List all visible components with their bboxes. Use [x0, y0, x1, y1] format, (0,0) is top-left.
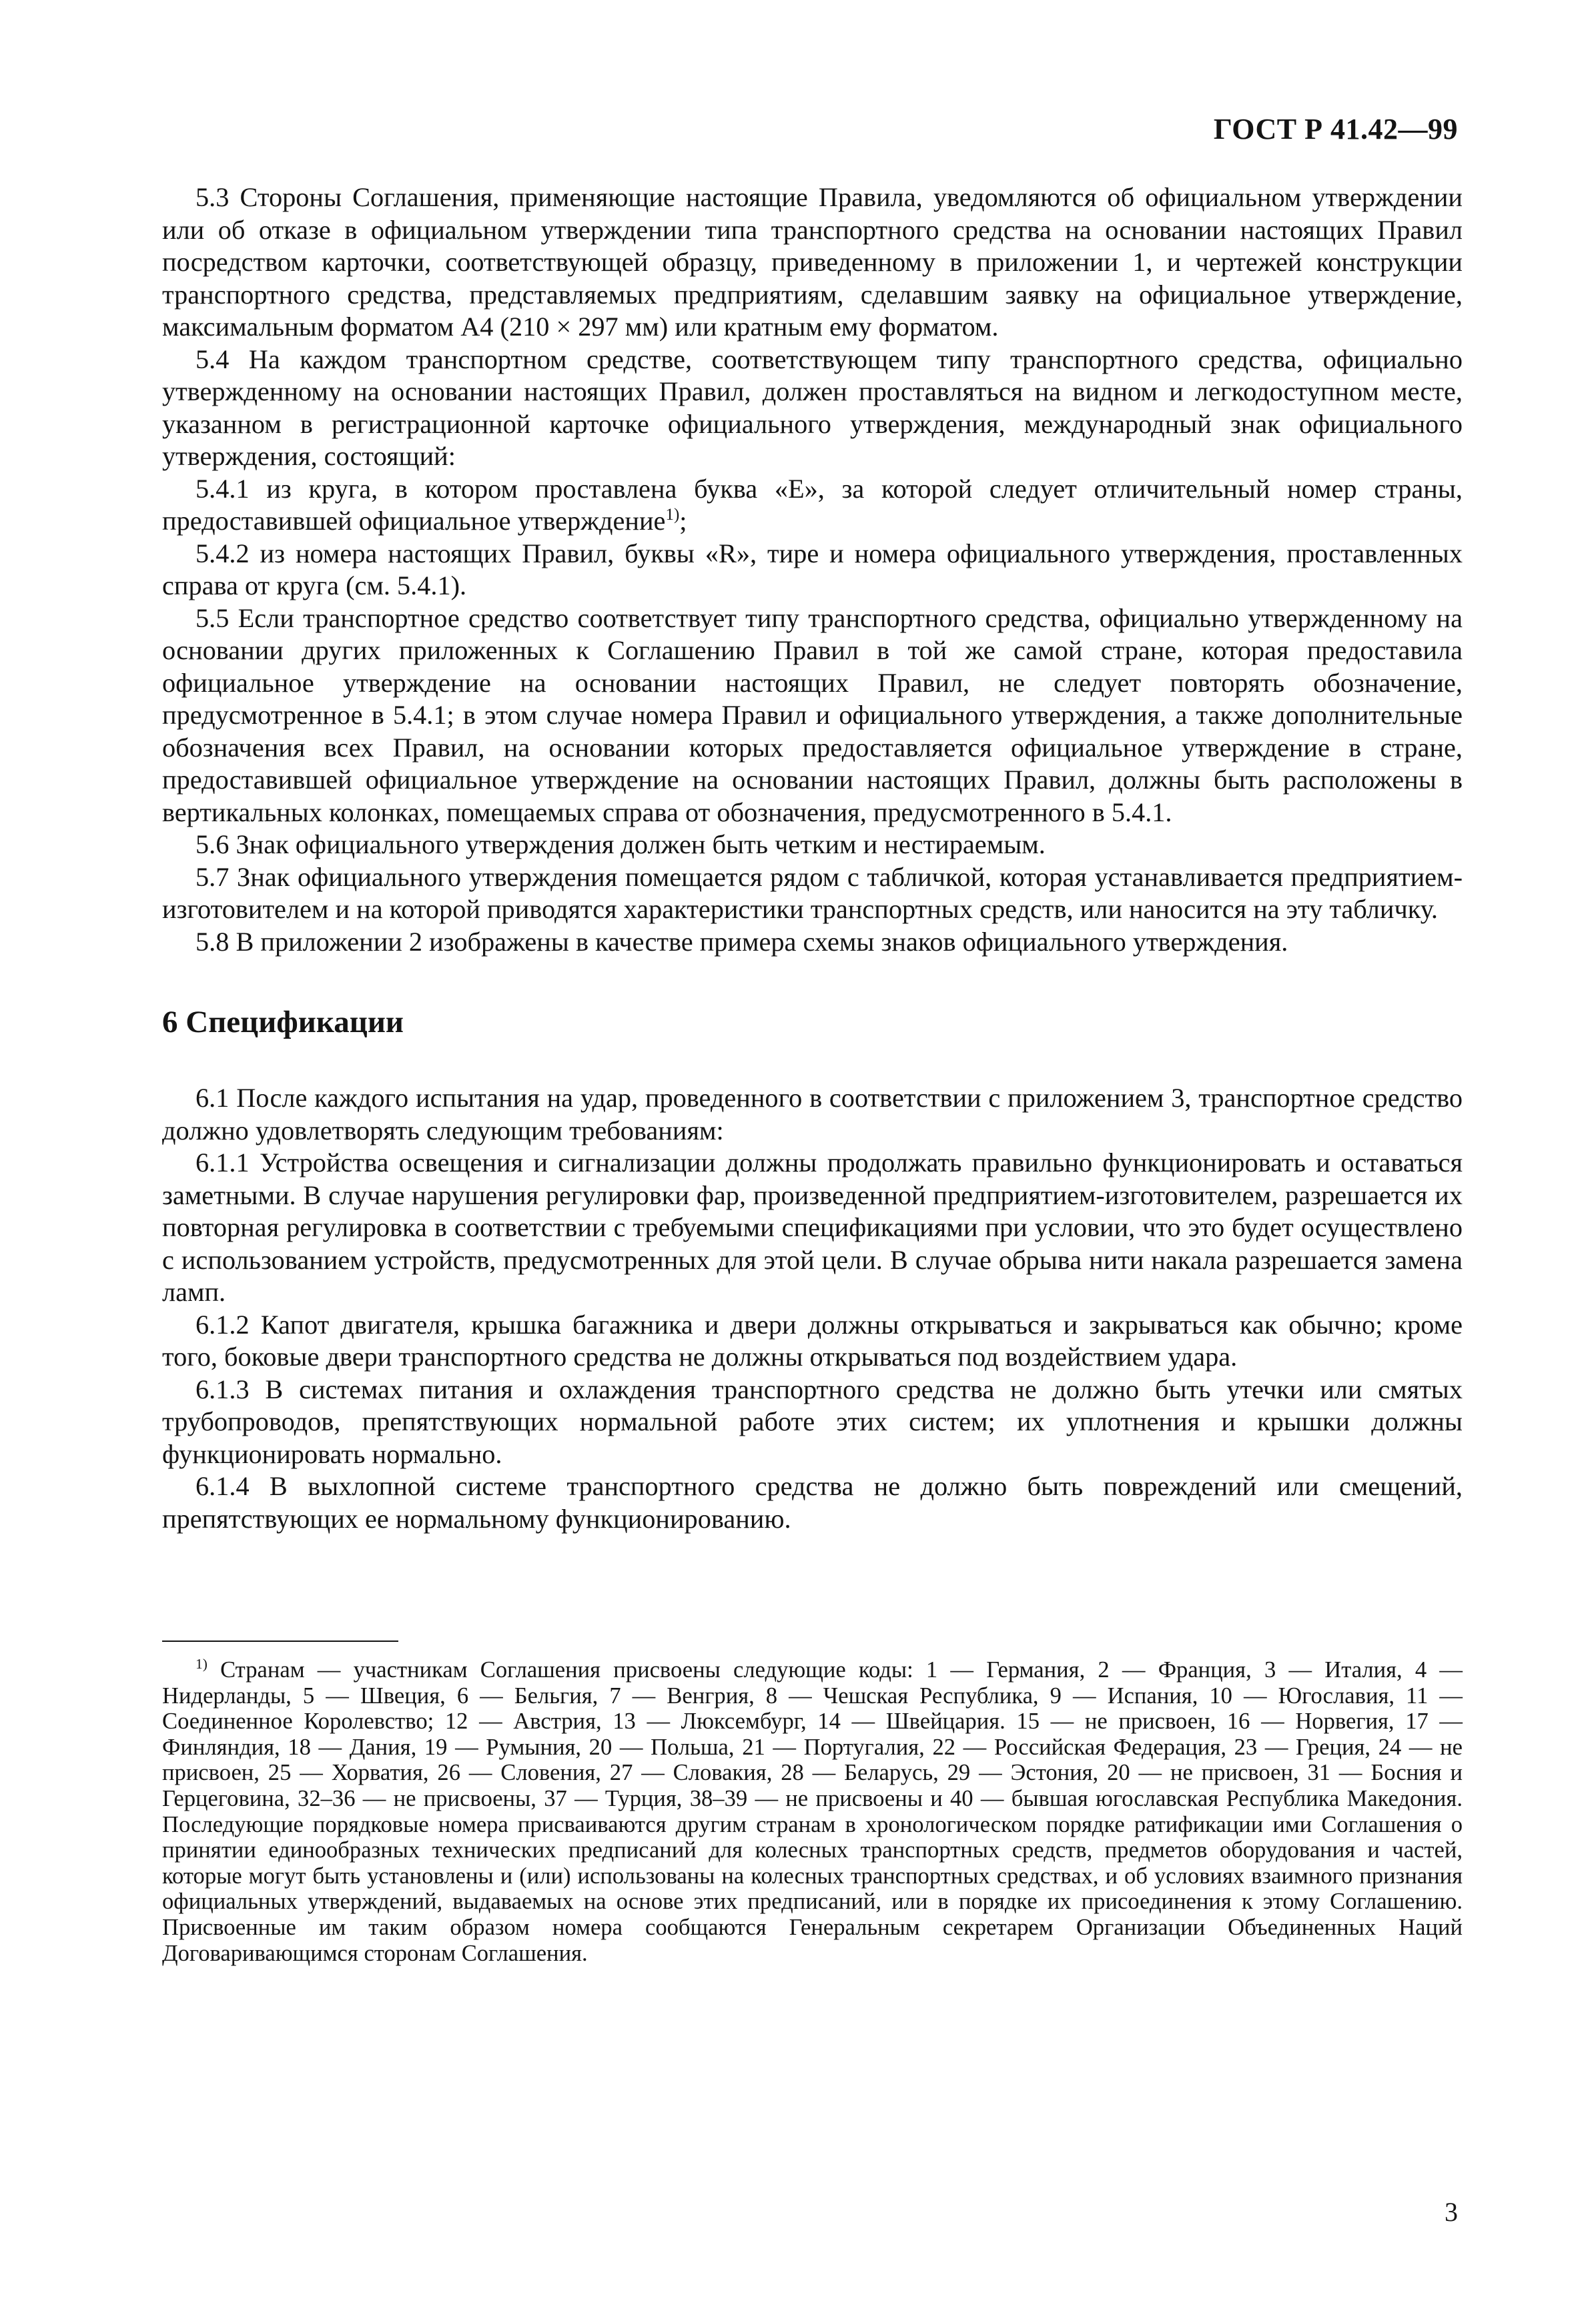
paragraph-5-8: 5.8 В приложении 2 изображены в качестве примера схемы знаков официального утверждения. [195, 926, 1288, 957]
paragraph-6-1: 6.1 После каждого испытания на удар, проведенного в соответствии с приложением 3, транспортное средство должно удовлетворять следующим требованиям: [162, 1083, 1463, 1145]
paragraph-6-1-3: 6.1.3 В системах питания и охлаждения транспортного средства не должно быть утечки или смятых трубопроводов, препятствующих нормальной работе этих систем; их уплотнения и крышки должны функционировать нормально. [162, 1374, 1463, 1469]
footnote-paragraph [162, 1657, 1463, 1966]
paragraph-5-3: 5.3 Стороны Соглашения, применяющие настоящие Правила, уведомляются об официальном утверждении или об отказе в официальном утверждении типа транспортного средства на основании настоящих Правил посредством карточки, соответствующей образцу, приведенному в приложении 1, и чертежей конструкции транспортного средства, представляемых предприятиям, сделавшим заявку на официальное утверждение, максимальным форматом А4 (210 × 297 мм) или кратным ему форматом. [162, 182, 1463, 342]
footnote-text: Странам — участникам Соглашения присвоены следующие коды: 1 — Германия, 2 — Франция, 3 — Италия, 4 — Нидерланды, 5 — Швеция, 6 — Бельгия, 7 — Венгрия, 8 — Чешская Республика, 9 — Испания, 10 — Югославия, 11 — Соединенное Королевство; 12 — Австрия, 13 — Люксембург, 14 — Швейцария. 15 — не присвоен, 16 — Норвегия, 17 — Финляндия, 18 — Дания, 19 — Румыния, 20 — Польша, 21 — Португалия, 22 — Российская Федерация, 23 — Греция, 24 — не присвоен, 25 — Хорватия, 26 — Словения, 27 — Словакия, 28 — Беларусь, 29 — Эстония, 20 — не присвоен, 31 — Босния и Герцеговина, 32–36 — не присвоены, 37 — Турция, 38–39 — не присвоены и 40 — бывшая югославская Республика Македония. Последующие порядковые номера присваиваются другим странам в хронологическом порядке ратификации ими Соглашения о принятии единообразных технических предписаний для колесных транспортных средств, предметов оборудования и частей, которые могут быть установлены и (или) использованы на колесных транспортных средствах, и об условиях взаимного признания официальных утверждений, выдаваемых на основе этих предписаний, или в порядке их присоединения к этому Соглашению. Присвоенные им таким образом номера сообщаются Генеральным секретарем Организации Объединенных Наций Договаривающимся сторонам Соглашения. [162, 1657, 1463, 1966]
footnote-reference: 1) [665, 506, 680, 524]
body-text [162, 181, 1463, 1535]
page-number: 3 [1445, 2197, 1458, 2227]
paragraph-5-4-1-tail: ; [679, 506, 687, 536]
section-heading: 6 Спецификации [162, 1005, 404, 1039]
document-code: ГОСТ Р 41.42—99 [1213, 113, 1458, 145]
paragraph-5-5: 5.5 Если транспортное средство соответствует типу транспортного средства, официально утвержденному на основании других приложенных к Соглашению Правил в той же самой стране, которая предоставила официальное утверждение на основании настоящих Правил, не следует повторять обозначение, предусмотренное в 5.4.1; в этом случае номера Правил и официального утверждения, а также дополнительные обозначения всех Правил, на основании которых предоставляется официальное утверждение в стране, предоставившей официальное утверждение на основании настоящих Правил, должны быть расположены в вертикальных колонках, помещаемых справа от обозначения, предусмотренного в 5.4.1. [162, 602, 1463, 827]
footnote [162, 1657, 1463, 1966]
footnote-mark: 1) [195, 1656, 208, 1673]
paragraph-5-4: 5.4 На каждом транспортном средстве, соответствующем типу транспортного средства, официально утвержденному на основании настоящих Правил, должен проставляться на видном и легкодоступном месте, указанном в регистрационной карточке официального утверждения, международный знак официального утверждения, состоящий: [162, 344, 1463, 471]
paragraph-6-1-2: 6.1.2 Капот двигателя, крышка багажника и двери должны открываться и закрываться как обычно; кроме того, боковые двери транспортного средства не должны открываться под воздействием удара. [162, 1309, 1463, 1372]
paragraph-6-1-1: 6.1.1 Устройства освещения и сигнализации должны продолжать правильно функционировать и оставаться заметными. В случае нарушения регулировки фар, произведенной предприятием-изготовителем, разрешается их повторная регулировка в соответствии с требуемыми спецификациями при условии, что это будет осуществлено с использованием устройств, предусмотренных для этой цели. В случае обрыва нити накала разрешается замена ламп. [162, 1147, 1463, 1307]
paragraph-5-4-1-text: 5.4.1 из круга, в котором проставлена буква «Е», за которой следует отличительный номер страны, предоставившей официальное утверждение [162, 473, 1463, 536]
paragraph-5-4-2: 5.4.2 из номера настоящих Правил, буквы «R», тире и номера официального утверждения, проставленных справа от круга (см. 5.4.1). [162, 538, 1463, 600]
paragraph-5-6: 5.6 Знак официального утверждения должен быть четким и нестираемым. [195, 829, 1046, 859]
footnote-divider [162, 1641, 398, 1642]
paragraph-5-4-1 [162, 473, 1463, 538]
paragraph-5-7: 5.7 Знак официального утверждения помещается рядом с табличкой, которая устанавливается предприятием-изготовителем и на которой приводятся характеристики транспортных средств, или наносится на эту табличку. [162, 861, 1463, 924]
paragraph-6-1-4: 6.1.4 В выхлопной системе транспортного средства не должно быть повреждений или смещений, препятствующих ее нормальному функционированию. [162, 1471, 1463, 1534]
